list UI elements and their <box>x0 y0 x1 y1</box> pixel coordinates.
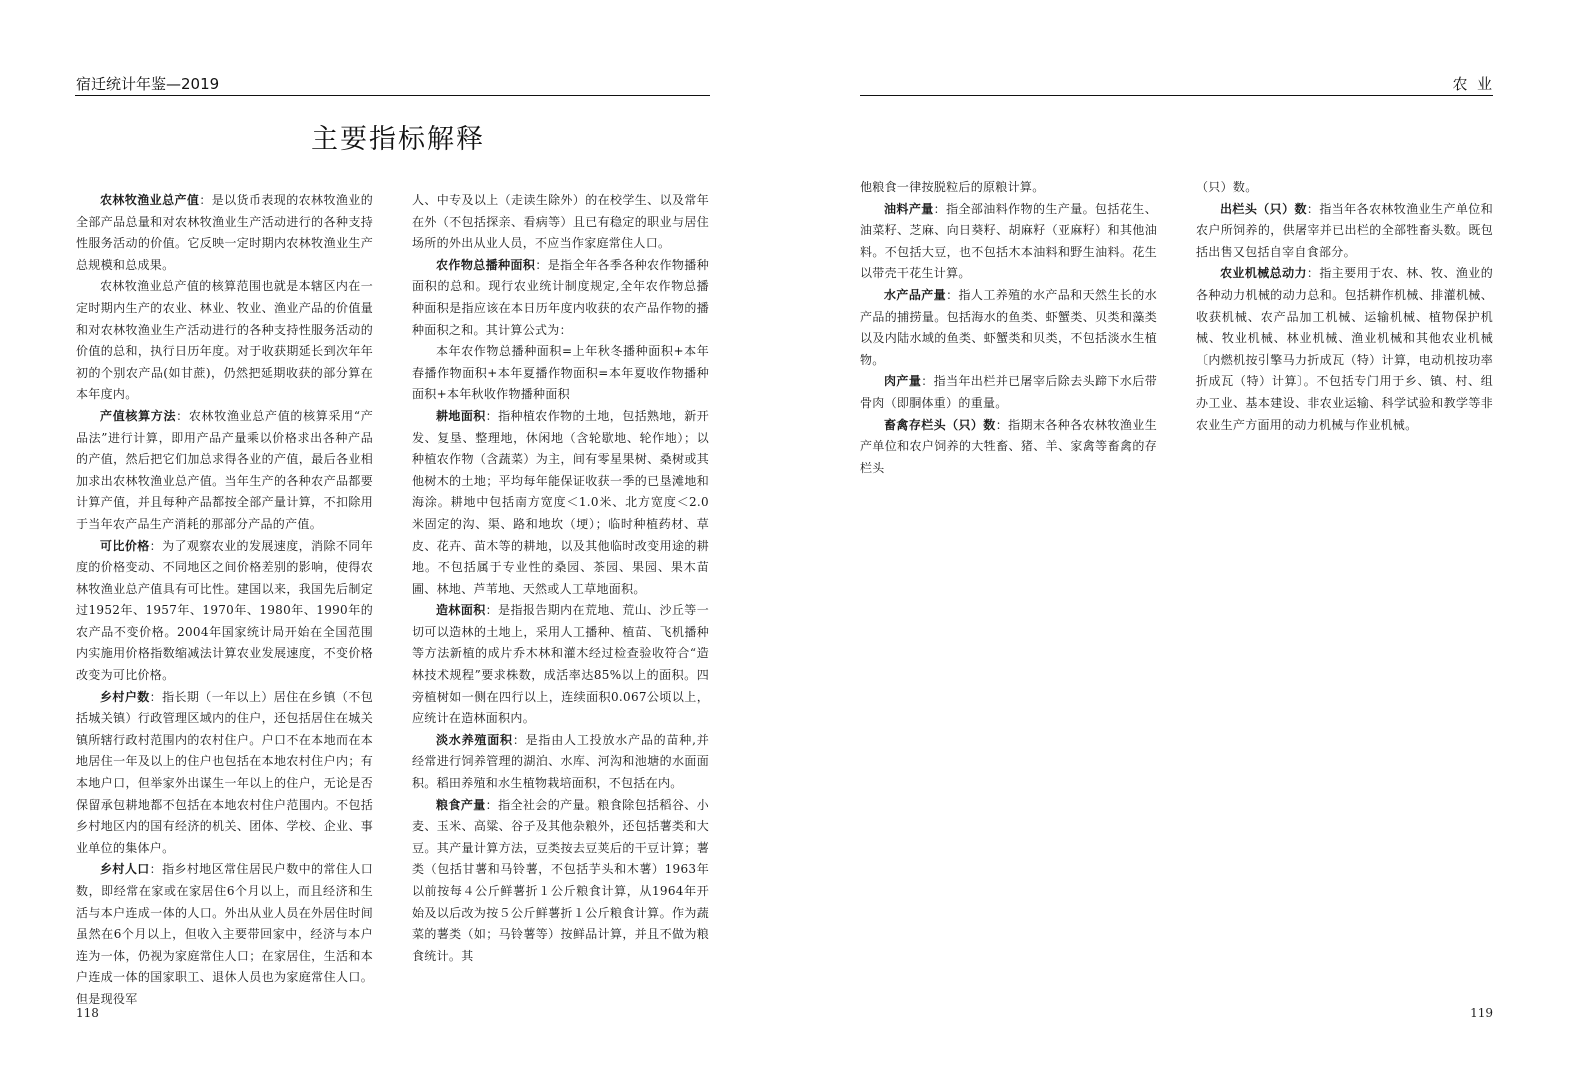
indicator-term: 水产品产量 <box>884 287 947 302</box>
indicator-term: 农林牧渔业总产值 <box>100 193 200 207</box>
column-2 <box>412 190 709 967</box>
column-3 <box>860 177 1157 479</box>
indicator-definition: ：是指由人工投放水产品的苗种,并经常进行饲养管理的湖泊、水库、河沟和池塘的水面面积。稻田养殖和水生植物栽培面积，不包括在内。 <box>412 732 709 791</box>
page-number-right: 119 <box>1470 1006 1493 1020</box>
indicator-term: 畜禽存栏头（只）数 <box>884 417 996 432</box>
paragraph <box>412 255 709 341</box>
page-number-left: 118 <box>76 1006 99 1020</box>
indicator-term: 肉产量 <box>884 374 922 389</box>
indicator-term: 油料产量 <box>884 201 934 216</box>
paragraph <box>412 795 709 968</box>
paragraph <box>860 177 1157 199</box>
indicator-definition: ：指当年各农林牧渔业生产单位和农户所饲养的，供屠宰并已出栏的全部牲畜头数。既包括出售又包括自宰自食部分。 <box>1196 201 1493 259</box>
column-1 <box>76 190 373 1011</box>
indicator-definition: 农林牧渔业总产值的核算范围也就是本辖区内在一定时期内生产的农业、林业、牧业、渔业产品的价值量和对农林牧渔业生产活动进行的各种支持性服务活动的价值的总和，执行日历年度。对于收获期延长到次年年初的个别农产品(如甘蔗)，仍然把延期收获的部分算在本年度内。 <box>76 279 373 402</box>
header-rule-left <box>75 95 710 96</box>
indicator-term: 出栏头（只）数 <box>1220 201 1307 216</box>
indicator-definition: ：指人工养殖的水产品和天然生长的水产品的捕捞量。包括海水的鱼类、虾蟹类、贝类和藻类以及内陆水域的鱼类、虾蟹类和贝类，不包括淡水生植物。 <box>860 287 1157 367</box>
indicator-term: 淡水养殖面积 <box>436 732 513 747</box>
paragraph <box>76 276 373 406</box>
indicator-definition: ：指长期（一年以上）居住在乡镇（不包括城关镇）行政管理区域内的住户，还包括居住在城关镇所辖行政村范围内的农村住户。户口不在本地而在本地居住一年及以上的住户也包括在本地农村住户内；有本地户口，但举家外出谋生一年以上的住户，无论是否保留承包耕地都不包括在本地农村住户范围内。不包括乡村地区内的国有经济的机关、团体、学校、企业、事业单位的集体户。 <box>76 689 373 855</box>
header-title-right: 农 业 <box>1452 75 1492 93</box>
indicator-definition: （只）数。 <box>1196 180 1258 194</box>
paragraph <box>412 600 709 730</box>
paragraph <box>860 285 1157 371</box>
indicator-definition: ：指主要用于农、林、牧、渔业的各种动力机械的动力总和。包括耕作机械、排灌机械、收获机械、农产品加工机械、运输机械、植物保护机械、牧业机械、林业机械、渔业机械和其他农业机械〔内燃机按引擎马力折成瓦（特）计算，电动机按功率折成瓦（特）计算〕。不包括专门用于乡、镇、村、组办工业、基本建设、非农业运输、科学试验和教学等非农业生产方面用的动力机械与作业机械。 <box>1196 266 1493 432</box>
indicator-definition: ：指乡村地区常住居民户数中的常住人口数，即经常在家或在家居住6个月以上，而且经济和生活与本户连成一体的人口。外出从业人员在外居住时间虽然在6个月以上，但收入主要带回家中，经济与本户连为一体，仍视为家庭常住人口；在家居住，生活和本户连成一体的国家职工、退休人员也为家庭常住人口。但是现役军 <box>76 862 373 1006</box>
indicator-term: 农业机械总动力 <box>1220 266 1307 281</box>
paragraph <box>1196 263 1493 436</box>
paragraph <box>1196 199 1493 264</box>
indicator-definition: ：是以货币表现的农林牧渔业的全部产品总量和对农林牧渔业生产活动进行的各种支持性服务活动的价值。它反映一定时期内农林牧渔业生产总规模和总成果。 <box>76 193 373 272</box>
paragraph <box>412 730 709 795</box>
header-title-left: 宿迁统计年鉴—2019 <box>76 75 220 93</box>
indicator-definition: 他粮食一律按脱粒后的原粮计算。 <box>860 180 1045 194</box>
indicator-definition: ：是指报告期内在荒地、荒山、沙丘等一切可以造林的土地上，采用人工播种、植苗、飞机播种等方法新植的成片乔木林和灌木经过检查验收符合“造林技术规程”要求株数，成活率达85%以上的面积。四旁植树如一侧在四行以上，连续面积0.067公顷以上，应统计在造林面积内。 <box>412 603 709 726</box>
paragraph <box>860 199 1157 285</box>
indicator-term: 粮食产量 <box>436 797 486 812</box>
paragraph <box>860 371 1157 414</box>
paragraph <box>412 341 709 406</box>
indicator-term: 乡村人口 <box>100 862 150 877</box>
indicator-definition: 人、中专及以上（走读生除外）的在校学生、以及常年在外（不包括探亲、看病等）且已有稳定的职业与居住场所的外出从业人员，不应当作家庭常住人口。 <box>412 193 709 251</box>
indicator-term: 耕地面积 <box>436 408 486 423</box>
indicator-definition: ：指全部油料作物的生产量。包括花生、油菜籽、芝麻、向日葵籽、胡麻籽（亚麻籽）和其他油料。不包括大豆，也不包括木本油料和野生油料。花生以带壳干花生计算。 <box>860 201 1157 281</box>
paragraph <box>76 406 373 536</box>
header-rule-right <box>860 95 1493 96</box>
paragraph <box>1196 177 1493 199</box>
paragraph <box>76 687 373 860</box>
paragraph <box>76 190 373 276</box>
column-4 <box>1196 177 1493 436</box>
indicator-term: 造林面积 <box>436 603 486 618</box>
paragraph <box>76 859 373 1010</box>
indicator-definition: ：为了观察农业的发展速度，消除不同年度的价格变动、不同地区之间价格差别的影响，使得农林牧渔业总产值具有可比性。建国以来，我国先后制定过1952年、1957年、1970年、1980年、1990年的农产品不变价格。2004年国家统计局开始在全国范围内实施用价格指数缩减法计算农业发展速度，不变价格改变为可比价格。 <box>76 538 373 683</box>
indicator-term: 产值核算方法 <box>100 408 177 423</box>
indicator-term: 乡村户数 <box>100 689 150 704</box>
indicator-definition: ：农林牧渔业总产值的核算采用“产品法”进行计算，即用产品产量乘以价格求出各种产品的产值，然后把它们加总求得各业的产值，最后各业相加求出农林牧渔业总产值。当年生产的各种农产品都要计算产值，并且每种产品都按全部产量计算，不扣除用于当年农产品生产消耗的那部分产品的产值。 <box>76 408 374 531</box>
indicator-definition: ：是指全年各季各种农作物播种面积的总和。现行农业统计制度规定,全年农作物总播种面积是指应该在本日历年度内收获的农产品作物的播种面积之和。其计算公式为： <box>412 257 709 337</box>
indicator-definition: ：指期末各种各农林牧渔业生产单位和农户饲养的大牲畜、猪、羊、家禽等畜禽的存栏头 <box>860 417 1158 475</box>
indicator-definition: ：指种植农作物的土地，包括熟地，新开发、复垦、整理地，休闲地（含轮歇地、轮作地）；以种植农作物（含蔬菜）为主，间有零星果树、桑树或其他树木的土地；平均每年能保证收获一季的已垦滩地和海涂。耕地中包括南方宽度＜1.0米、北方宽度＜2.0米固定的沟、渠、路和地坎（埂）；临时种植药材、草皮、花卉、苗木等的耕地，以及其他临时改变用途的耕地。不包括属于专业性的桑园、茶园、果园、果木苗圃、林地、芦苇地、天然或人工草地面积。 <box>412 408 709 596</box>
paragraph <box>76 536 373 687</box>
indicator-definition: ：指当年出栏并已屠宰后除去头蹄下水后带骨肉（即胴体重）的重量。 <box>860 374 1158 410</box>
paragraph <box>412 406 709 600</box>
indicator-definition: 本年农作物总播种面积=上年秋冬播种面积+本年春播作物面积+本年夏播作物面积=本年夏收作物播种面积+本年秋收作物播种面积 <box>412 344 709 402</box>
paragraph <box>860 415 1157 480</box>
page-title: 主要指标解释 <box>311 124 485 155</box>
indicator-term: 可比价格 <box>100 538 150 553</box>
paragraph <box>412 190 709 255</box>
indicator-definition: ：指全社会的产量。粮食除包括稻谷、小麦、玉米、高粱、谷子及其他杂粮外，还包括薯类和大豆。其产量计算方法，豆类按去豆荚后的干豆计算；薯类（包括甘薯和马铃薯，不包括芋头和木薯）1963年以前按每４公斤鲜薯折１公斤粮食计算，从1964年开始及以后改为按５公斤鲜薯折１公斤粮食计算。作为蔬菜的薯类（如；马铃薯等）按鲜品计算，并且不做为粮食统计。其 <box>412 797 709 963</box>
indicator-term: 农作物总播种面积 <box>436 257 536 272</box>
